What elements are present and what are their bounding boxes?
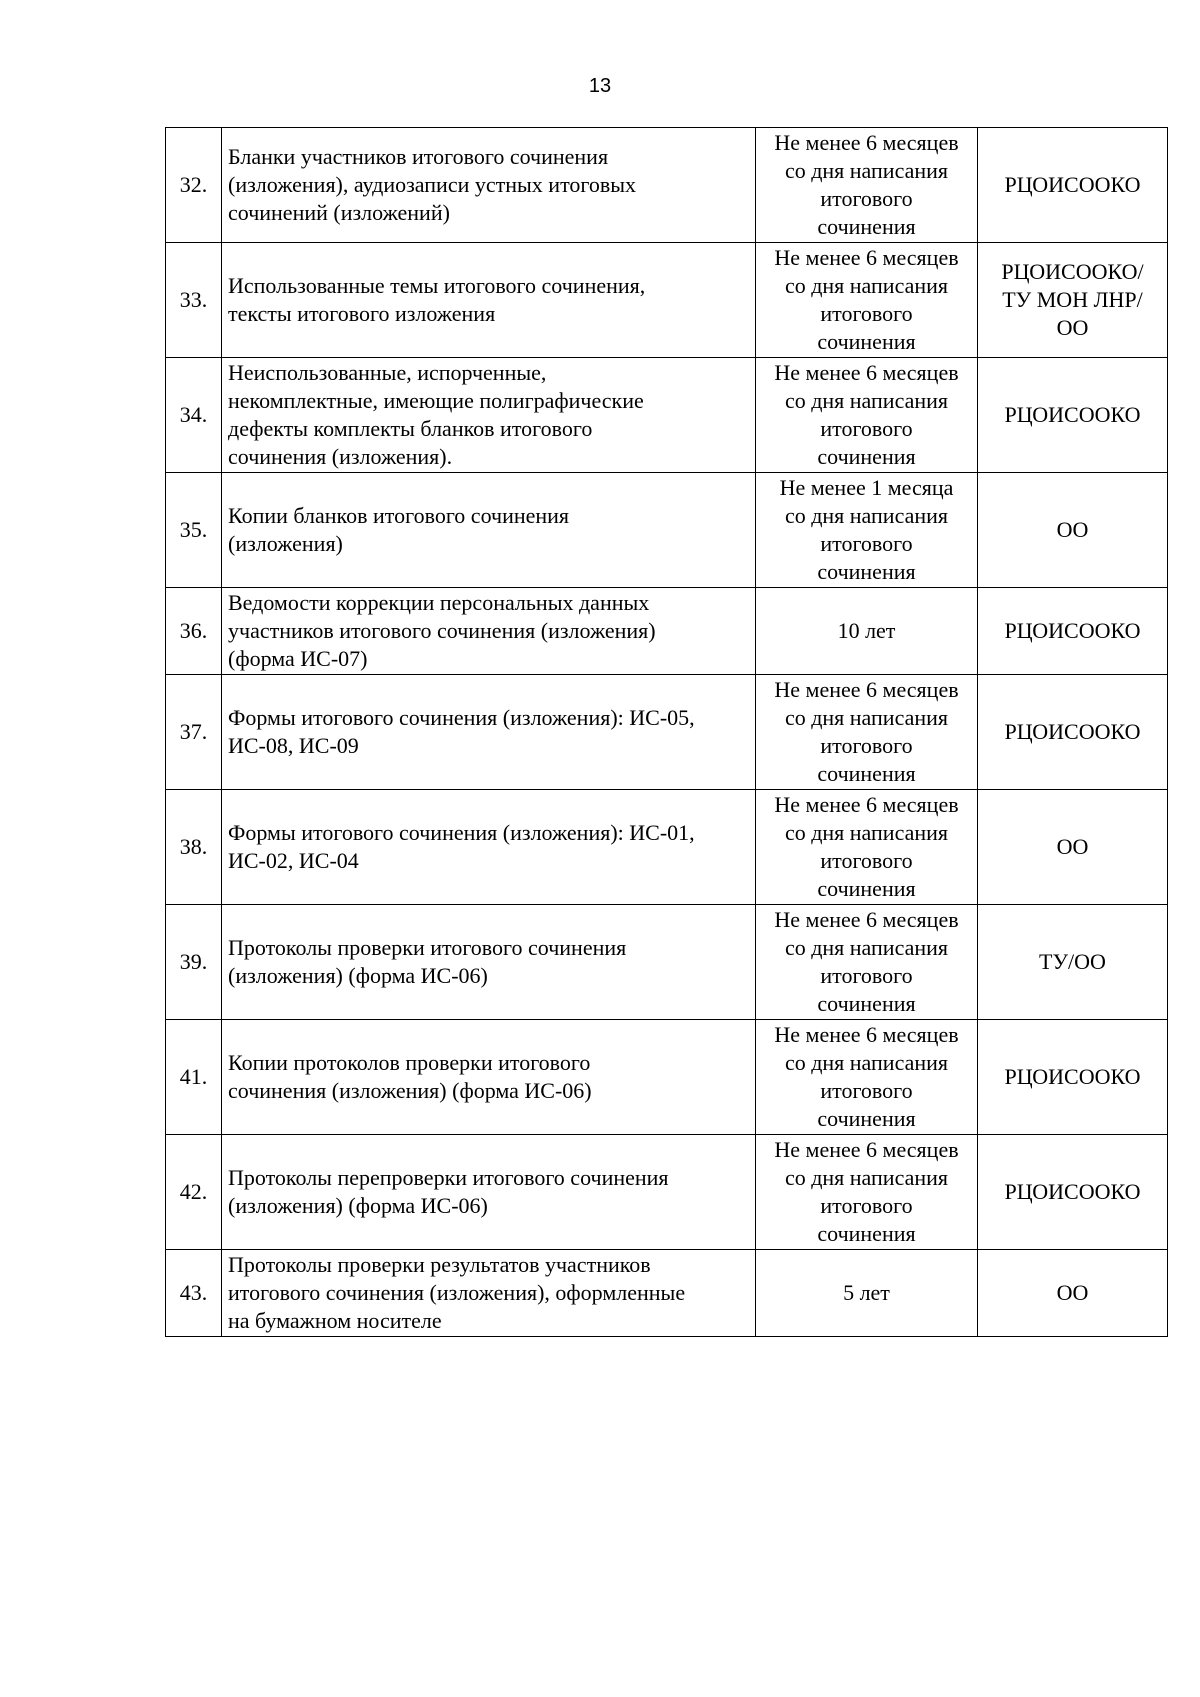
row-number: 33. <box>166 243 222 358</box>
row-number: 43. <box>166 1250 222 1337</box>
storage-term: Не менее 6 месяцев со дня написания итогового сочинения <box>756 675 978 790</box>
storage-place: РЦОИСООКО <box>978 1020 1168 1135</box>
records-table <box>165 127 1168 1337</box>
document-name: Использованные темы итогового сочинения, тексты итогового изложения <box>222 243 756 358</box>
storage-term: Не менее 6 месяцев со дня написания итогового сочинения <box>756 790 978 905</box>
table-row <box>166 1250 1168 1337</box>
row-number: 41. <box>166 1020 222 1135</box>
storage-term: Не менее 6 месяцев со дня написания итогового сочинения <box>756 128 978 243</box>
storage-place: ОО <box>978 790 1168 905</box>
document-name: Копии бланков итогового сочинения (изложения) <box>222 473 756 588</box>
row-number: 36. <box>166 588 222 675</box>
storage-term: Не менее 6 месяцев со дня написания итогового сочинения <box>756 358 978 473</box>
document-name: Копии протоколов проверки итогового сочинения (изложения) (форма ИС-06) <box>222 1020 756 1135</box>
document-name: Протоколы проверки итогового сочинения (изложения) (форма ИС-06) <box>222 905 756 1020</box>
row-number: 35. <box>166 473 222 588</box>
table-row <box>166 1135 1168 1250</box>
storage-place: ТУ/ОО <box>978 905 1168 1020</box>
storage-place: РЦОИСООКО <box>978 1135 1168 1250</box>
storage-term: Не менее 6 месяцев со дня написания итогового сочинения <box>756 1020 978 1135</box>
storage-term: 5 лет <box>756 1250 978 1337</box>
storage-term: Не менее 6 месяцев со дня написания итогового сочинения <box>756 905 978 1020</box>
row-number: 38. <box>166 790 222 905</box>
storage-place: РЦОИСООКО/ ТУ МОН ЛНР/ ОО <box>978 243 1168 358</box>
row-number: 37. <box>166 675 222 790</box>
document-name: Протоколы перепроверки итогового сочинения (изложения) (форма ИС-06) <box>222 1135 756 1250</box>
row-number: 42. <box>166 1135 222 1250</box>
document-name: Формы итогового сочинения (изложения): ИС-05, ИС-08, ИС-09 <box>222 675 756 790</box>
storage-term: Не менее 6 месяцев со дня написания итогового сочинения <box>756 1135 978 1250</box>
storage-place: РЦОИСООКО <box>978 128 1168 243</box>
table-row <box>166 588 1168 675</box>
storage-term: 10 лет <box>756 588 978 675</box>
row-number: 32. <box>166 128 222 243</box>
document-name: Ведомости коррекции персональных данных участников итогового сочинения (изложения) (форма ИС-07) <box>222 588 756 675</box>
table-row <box>166 128 1168 243</box>
storage-place: РЦОИСООКО <box>978 675 1168 790</box>
storage-place: ОО <box>978 473 1168 588</box>
storage-term: Не менее 1 месяца со дня написания итогового сочинения <box>756 473 978 588</box>
document-name: Бланки участников итогового сочинения (изложения), аудиозаписи устных итоговых сочинений (изложений) <box>222 128 756 243</box>
storage-place: РЦОИСООКО <box>978 588 1168 675</box>
table-row <box>166 1020 1168 1135</box>
table-row <box>166 243 1168 358</box>
storage-term: Не менее 6 месяцев со дня написания итогового сочинения <box>756 243 978 358</box>
document-name: Неиспользованные, испорченные, некомплектные, имеющие полиграфические дефекты комплекты бланков итогового сочинения (изложения). <box>222 358 756 473</box>
row-number: 34. <box>166 358 222 473</box>
table-row <box>166 473 1168 588</box>
table-row <box>166 905 1168 1020</box>
row-number: 39. <box>166 905 222 1020</box>
table-row <box>166 675 1168 790</box>
table-row <box>166 790 1168 905</box>
document-name: Протоколы проверки результатов участников итогового сочинения (изложения), оформленные на бумажном носителе <box>222 1250 756 1337</box>
page-number: 13 <box>588 75 612 97</box>
document-name: Формы итогового сочинения (изложения): ИС-01, ИС-02, ИС-04 <box>222 790 756 905</box>
table-row <box>166 358 1168 473</box>
storage-place: РЦОИСООКО <box>978 358 1168 473</box>
storage-place: ОО <box>978 1250 1168 1337</box>
